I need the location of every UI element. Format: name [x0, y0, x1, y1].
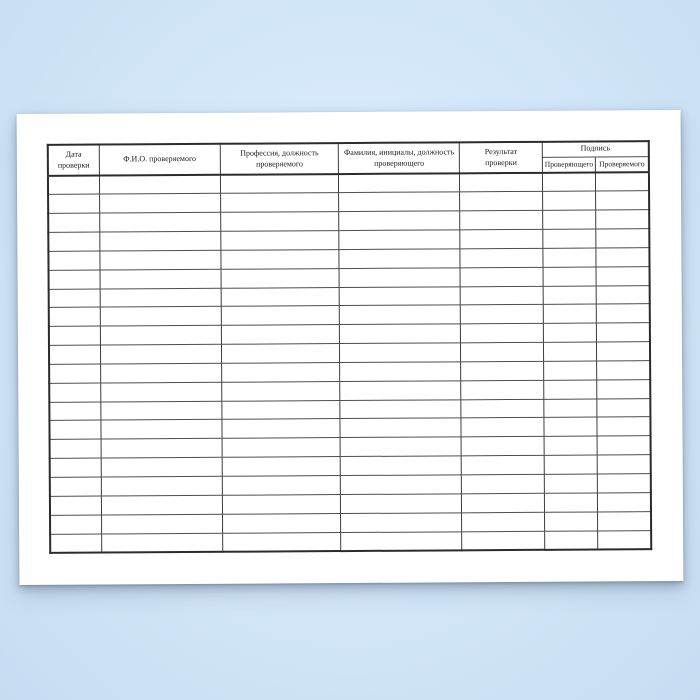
- empty-cell: [100, 326, 222, 346]
- empty-cell: [220, 174, 339, 194]
- empty-cell: [544, 436, 597, 455]
- paper-sheet: [17, 110, 684, 585]
- empty-cell: [595, 172, 649, 191]
- empty-cell: [221, 344, 340, 364]
- empty-cell: [597, 474, 651, 493]
- header-cell-signature-inspected: Проверяемого: [595, 156, 649, 172]
- empty-cell: [49, 307, 100, 326]
- header-cell-signature-inspector: Проверяющего: [542, 156, 595, 172]
- empty-cell: [461, 380, 544, 399]
- empty-cell: [221, 268, 340, 288]
- empty-cell: [596, 210, 650, 229]
- empty-cell: [461, 361, 544, 380]
- empty-cell: [50, 515, 101, 534]
- empty-cell: [461, 324, 544, 343]
- empty-cell: [461, 418, 544, 437]
- empty-cell: [222, 400, 341, 420]
- empty-cell: [462, 493, 545, 512]
- empty-cell: [100, 307, 222, 327]
- empty-cell: [101, 420, 223, 440]
- empty-cell: [100, 269, 222, 289]
- empty-cell: [50, 496, 101, 515]
- empty-cell: [99, 212, 221, 232]
- empty-cell: [543, 191, 596, 210]
- empty-cell: [543, 172, 596, 191]
- empty-cell: [596, 285, 650, 304]
- empty-cell: [100, 382, 222, 402]
- empty-cell: [100, 401, 222, 421]
- empty-cell: [50, 439, 101, 458]
- empty-cell: [544, 399, 597, 418]
- empty-cell: [596, 323, 650, 342]
- empty-cell: [100, 344, 222, 364]
- empty-cell: [544, 380, 597, 399]
- empty-cell: [101, 495, 223, 515]
- empty-cell: [461, 437, 544, 456]
- empty-cell: [221, 306, 340, 326]
- empty-cell: [101, 476, 223, 496]
- empty-cell: [597, 436, 651, 455]
- empty-cell: [221, 249, 340, 269]
- empty-cell: [339, 249, 460, 269]
- empty-cell: [222, 476, 341, 496]
- empty-cell: [597, 379, 651, 398]
- empty-cell: [49, 270, 100, 289]
- empty-cell: [544, 417, 597, 436]
- empty-cell: [49, 345, 100, 364]
- empty-cell: [460, 192, 543, 211]
- empty-cell: [101, 457, 223, 477]
- empty-cell: [340, 399, 461, 419]
- empty-cell: [99, 194, 221, 214]
- empty-cell: [222, 419, 341, 439]
- empty-cell: [223, 532, 342, 552]
- empty-cell: [461, 399, 544, 418]
- empty-cell: [340, 343, 461, 363]
- empty-cell: [460, 286, 543, 305]
- empty-cell: [222, 438, 341, 458]
- empty-cell: [222, 494, 341, 514]
- empty-cell: [339, 230, 460, 250]
- empty-cell: [462, 512, 545, 531]
- header-cell-date: Дата проверки: [48, 145, 99, 176]
- empty-cell: [597, 493, 651, 512]
- empty-cell: [596, 248, 650, 267]
- empty-cell: [596, 342, 650, 361]
- empty-cell: [48, 251, 99, 270]
- empty-cell: [341, 531, 462, 551]
- header-cell-signature-group: Подпись: [542, 141, 648, 157]
- header-cell-profession: Профессия, должность проверяемого: [220, 143, 339, 175]
- empty-cell: [339, 286, 460, 306]
- empty-cell: [49, 420, 100, 439]
- empty-cell: [545, 531, 598, 550]
- empty-cell: [222, 513, 341, 533]
- empty-cell: [100, 363, 222, 383]
- empty-cell: [596, 266, 650, 285]
- empty-cell: [221, 325, 340, 345]
- empty-cell: [99, 250, 221, 270]
- empty-cell: [543, 286, 596, 305]
- empty-cell: [460, 248, 543, 267]
- empty-cell: [341, 494, 462, 514]
- empty-cell: [341, 456, 462, 476]
- empty-cell: [543, 323, 596, 342]
- empty-cell: [597, 398, 651, 417]
- empty-cell: [48, 232, 99, 251]
- empty-cell: [596, 304, 650, 323]
- empty-cell: [544, 455, 597, 474]
- empty-cell: [49, 364, 100, 383]
- empty-cell: [597, 361, 651, 380]
- empty-cell: [339, 173, 460, 193]
- empty-cell: [101, 514, 223, 534]
- empty-cell: [99, 231, 221, 251]
- empty-cell: [340, 305, 461, 325]
- empty-cell: [544, 361, 597, 380]
- empty-cell: [340, 381, 461, 401]
- empty-cell: [222, 381, 341, 401]
- empty-cell: [341, 475, 462, 495]
- empty-cell: [461, 474, 544, 493]
- empty-cell: [460, 229, 543, 248]
- empty-cell: [339, 268, 460, 288]
- empty-cell: [598, 530, 652, 549]
- header-cell-fio: Ф.И.О. проверяемого: [99, 144, 221, 176]
- empty-cell: [544, 342, 597, 361]
- empty-cell: [460, 267, 543, 286]
- empty-cell: [597, 417, 651, 436]
- empty-cell: [460, 211, 543, 230]
- empty-cell: [49, 383, 100, 402]
- empty-cell: [340, 418, 461, 438]
- empty-cell: [49, 402, 100, 421]
- empty-cell: [340, 437, 461, 457]
- empty-cell: [50, 458, 101, 477]
- empty-cell: [221, 231, 340, 251]
- empty-cell: [49, 289, 100, 308]
- empty-cell: [543, 210, 596, 229]
- empty-cell: [543, 267, 596, 286]
- empty-cell: [221, 287, 340, 307]
- empty-cell: [48, 194, 99, 213]
- empty-cell: [100, 288, 222, 308]
- header-cell-result: Результат проверки: [459, 142, 542, 174]
- empty-cell: [597, 511, 651, 530]
- empty-cell: [221, 193, 340, 213]
- empty-row: [50, 530, 651, 553]
- empty-cell: [49, 326, 100, 345]
- empty-cell: [101, 439, 223, 459]
- empty-cell: [221, 212, 340, 232]
- empty-cell: [460, 173, 543, 192]
- empty-cell: [596, 191, 650, 210]
- empty-cell: [462, 531, 545, 550]
- inspection-log-table: [47, 140, 652, 554]
- empty-cell: [543, 248, 596, 267]
- table-body: [48, 172, 651, 553]
- empty-cell: [461, 455, 544, 474]
- empty-cell: [222, 362, 341, 382]
- empty-cell: [48, 176, 99, 195]
- header-cell-inspector: Фамилия, инициалы, должность проверяющего: [339, 142, 460, 174]
- empty-cell: [99, 175, 221, 195]
- empty-cell: [339, 192, 460, 212]
- empty-cell: [341, 513, 462, 533]
- empty-cell: [222, 457, 341, 477]
- empty-cell: [101, 533, 223, 553]
- empty-cell: [545, 512, 598, 531]
- empty-cell: [340, 362, 461, 382]
- empty-cell: [543, 229, 596, 248]
- empty-cell: [543, 304, 596, 323]
- empty-cell: [48, 213, 99, 232]
- empty-cell: [340, 324, 461, 344]
- empty-cell: [544, 493, 597, 512]
- empty-cell: [50, 534, 101, 553]
- empty-cell: [50, 477, 101, 496]
- empty-cell: [339, 211, 460, 231]
- empty-cell: [461, 342, 544, 361]
- empty-cell: [596, 229, 650, 248]
- table-header: [48, 141, 649, 176]
- empty-cell: [544, 474, 597, 493]
- empty-cell: [460, 305, 543, 324]
- empty-cell: [597, 455, 651, 474]
